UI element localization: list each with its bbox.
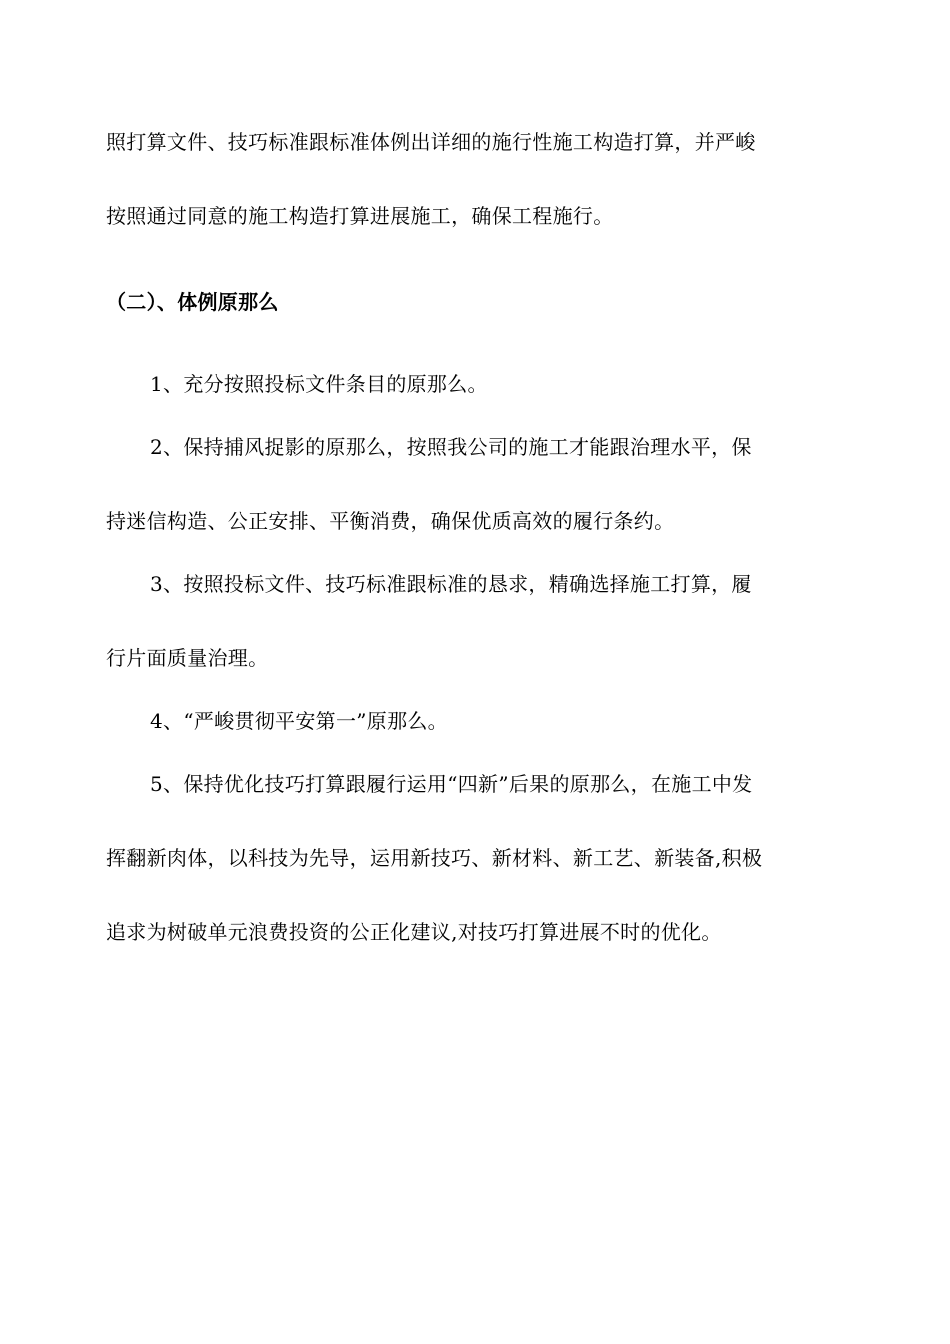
list-item: 5、保持优化技巧打算跟履行运用“四新”后果的原那么，在施工中发 xyxy=(150,772,753,796)
paragraph-line: 挥翻新肉体，以科技为先导，运用新技巧、新材料、新工艺、新装备,积极 xyxy=(106,846,763,870)
paragraph-line: 持迷信构造、公正安排、平衡消费，确保优质高效的履行条约。 xyxy=(106,509,675,533)
list-item: 2、保持捕风捉影的原那么，按照我公司的施工才能跟治理水平，保 xyxy=(150,435,752,459)
paragraph-line: 行片面质量治理。 xyxy=(106,646,269,670)
list-item: 1、充分按照投标文件条目的原那么。 xyxy=(150,372,488,396)
section-heading: （二）、体例原那么 xyxy=(106,290,279,314)
paragraph-line: 照打算文件、技巧标准跟标准体例出详细的施行性施工构造打算，并严峻 xyxy=(106,130,756,154)
paragraph-line: 按照通过同意的施工构造打算进展施工，确保工程施行。 xyxy=(106,204,614,228)
list-item: 4、“严峻贯彻平安第一”原那么。 xyxy=(150,709,448,733)
paragraph-line: 追求为树破单元浪费投资的公正化建议,对技巧打算进展不时的优化。 xyxy=(106,920,722,944)
list-item: 3、按照投标文件、技巧标准跟标准的恳求，精确选择施工打算，履 xyxy=(150,572,752,596)
